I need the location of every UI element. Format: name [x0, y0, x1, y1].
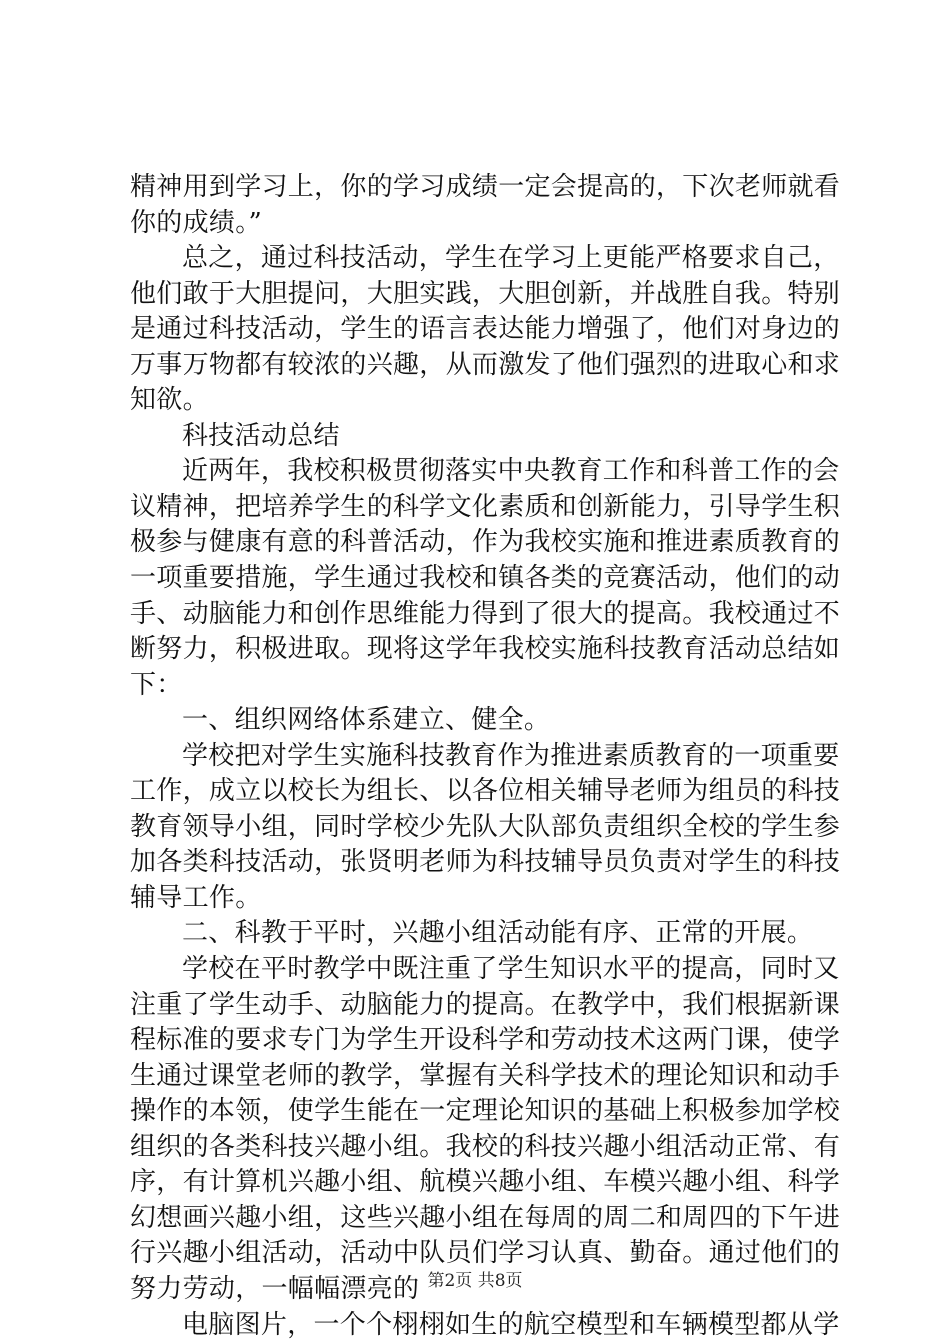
section-heading: 二、科教于平时，兴趣小组活动能有序、正常的开展。	[182, 918, 814, 949]
text-line: 加各类科技活动，张贤明老师为科技辅导员负责对学生的科技	[130, 847, 841, 878]
text-line: 知欲。	[130, 385, 209, 416]
text-line: 组织的各类科技兴趣小组。我校的科技兴趣小组活动正常、有	[130, 1131, 841, 1162]
text-line: 下：	[130, 669, 183, 700]
text-line: 生通过课堂老师的教学，掌握有关科学技术的理论知识和动手	[130, 1060, 841, 1091]
text-line: 序，有计算机兴趣小组、航模兴趣小组、车模兴趣小组、科学	[130, 1167, 841, 1198]
document-body	[130, 170, 841, 1343]
section-heading: 科技活动总结	[182, 420, 340, 451]
text-line: 学校在平时教学中既注重了学生知识水平的提高，同时又	[182, 954, 840, 985]
text-line: 注重了学生动手、动脑能力的提高。在教学中，我们根据新课	[130, 989, 841, 1020]
text-line: 是通过科技活动，学生的语言表达能力增强了，他们对身边的	[130, 314, 841, 345]
text-line: 你的成绩。”	[130, 207, 263, 238]
section-heading: 一、组织网络体系建立、健全。	[182, 705, 551, 736]
text-line: 程标准的要求专门为学生开设科学和劳动技术这两门课，使学	[130, 1025, 841, 1056]
text-line: 议精神，把培养学生的科学文化素质和创新能力，引导学生积	[130, 491, 841, 522]
text-line: 行兴趣小组活动，活动中队员们学习认真、勤奋。通过他们的	[130, 1238, 841, 1269]
page-number-footer: 第2页 共8页	[427, 1271, 523, 1291]
text-line: 万事万物都有较浓的兴趣，从而激发了他们强烈的进取心和求	[130, 349, 841, 380]
text-line: 努力劳动，一幅幅漂亮的	[130, 1273, 420, 1304]
text-line: 近两年，我校积极贯彻落实中央教育工作和科普工作的会	[182, 456, 840, 487]
text-line: 精神用到学习上，你的学习成绩一定会提高的，下次老师就看	[130, 172, 841, 202]
text-line: 极参与健康有意的科普活动，作为我校实施和推进素质教育的	[130, 527, 841, 558]
text-line: 学校把对学生实施科技教育作为推进素质教育的一项重要	[182, 740, 840, 771]
text-line: 他们敢于大胆提问，大胆实践，大胆创新，并战胜自我。特别	[130, 278, 841, 309]
text-line: 电脑图片，一个个栩栩如生的航空模型和车辆模型都从学	[182, 1309, 840, 1340]
text-line: 手、动脑能力和创作思维能力得到了很大的提高。我校通过不	[130, 598, 841, 629]
text-line: 幻想画兴趣小组，这些兴趣小组在每周的周二和周四的下午进	[130, 1202, 841, 1233]
text-line: 断努力，积极进取。现将这学年我校实施科技教育活动总结如	[130, 634, 841, 665]
text-line: 总之，通过科技活动，学生在学习上更能严格要求自己，	[182, 243, 840, 274]
text-line: 一项重要措施，学生通过我校和镇各类的竞赛活动，他们的动	[130, 563, 841, 594]
text-line: 辅导工作。	[130, 882, 262, 913]
text-line: 工作，成立以校长为组长、以各位相关辅导老师为组员的科技	[130, 776, 841, 807]
text-line: 操作的本领，使学生能在一定理论知识的基础上积极参加学校	[130, 1096, 841, 1127]
text-line: 教育领导小组，同时学校少先队大队部负责组织全校的学生参	[130, 811, 841, 842]
